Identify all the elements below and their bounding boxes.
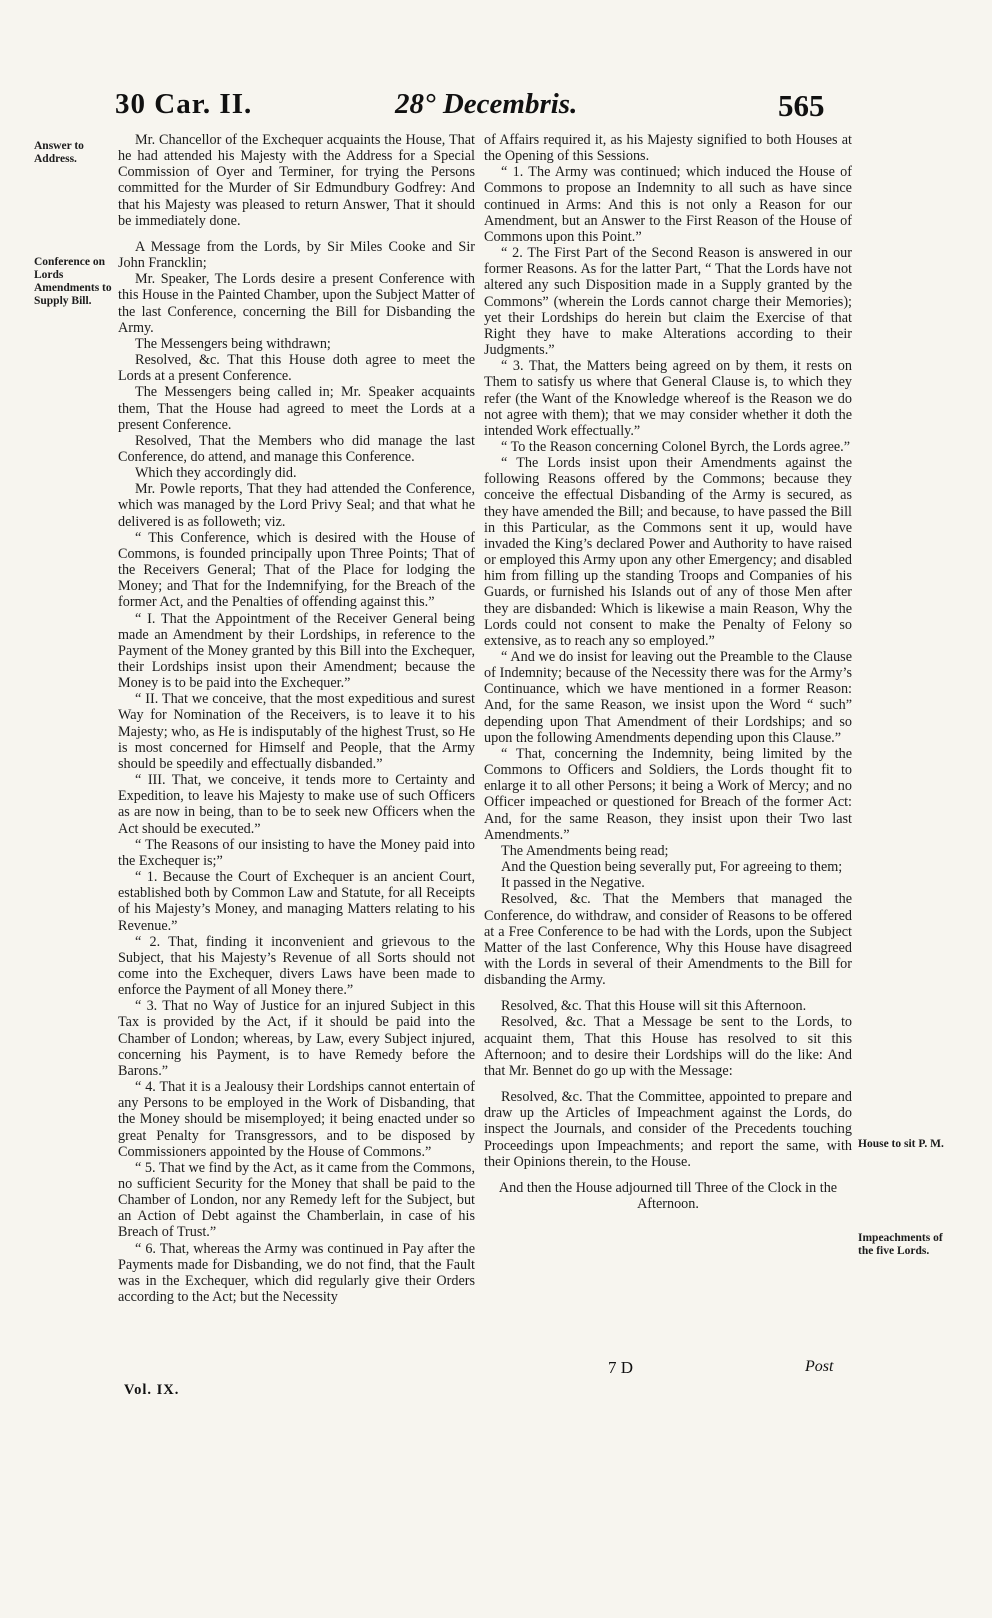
paragraph: “ 1. The Army was continued; which induced the House of Commons to propose an Indemnity to all such as have since continued in Arms: And this is not only a Reason for our Amendment, but an Answer to the First Reason of the House of Commons upon this Point.” xyxy=(484,164,852,245)
margin-note-conference: Conference on Lords Amendments to Supply Bill. xyxy=(34,256,112,307)
paragraph: A Message from the Lords, by Sir Miles Cooke and Sir John Francklin; xyxy=(118,238,475,272)
paragraph: “ 4. That it is a Jealousy their Lordships cannot entertain of any Persons to be employed in the Work of Disbanding, that the Money should be misemployed; it being enacted under so great Penalty for Transgressors, and to be disposed by Commissioners appointed by the House of Commons.” xyxy=(118,1079,475,1160)
paragraph: “ The Reasons of our insisting to have the Money paid into the Exchequer is;” xyxy=(118,836,475,869)
volume-mark: Vol. IX. xyxy=(124,1382,180,1398)
paragraph: And the Question being severally put, For agreeing to them; xyxy=(501,859,843,876)
paragraph: The Messengers being called in; Mr. Speaker acquaints them, That the House had agreed to meet the Lords at a present Conference. xyxy=(118,384,475,433)
paragraph: Resolved, &c. That this House doth agree to meet the Lords at a present Conference. xyxy=(118,352,475,385)
paragraph: “ 3. That, the Matters being agreed on by them, it rests on Them to satisfy us where that General Clause is, to which they refer (the Want of the Knowledge whereof is the Reason we do not agree with them); that we may consider whether it doth the intended Work effectually.” xyxy=(484,358,852,439)
paragraph: “ That, concerning the Indemnity, being limited by the Commons to Officers and Soldiers, the Lords thought fit to enlarge it to all other Persons; it being a Work of Mercy; and no Officer impeached or questioned for Breach of the former Act: And, for the same Reason, they insist upon their Two last Amendments.” xyxy=(484,745,852,843)
margin-note-impeachments: Impeachments of the five Lords. xyxy=(858,1232,943,1257)
paragraph: The Amendments being read; xyxy=(501,842,669,859)
paragraph: “ 5. That we find by the Act, as it came from the Commons, no sufficient Security for the Money that shall be paid to the Chamber of London, nor any Remedy left for the Subject, but an Action of Debt against the Chamberlain, in case of his Breach of Trust.” xyxy=(118,1159,475,1241)
paragraph: Resolved, &c. That this House will sit this Afternoon. xyxy=(501,998,807,1015)
paragraph: “ II. That we conceive, that the most expeditious and surest Way for Nomination of the Receivers, is to leave it to his Majesty; who, as He is indisputably of the highest Trust, so He is most concerned for Himself and People, that the Army should be speedily and effectually disbanded.” xyxy=(118,691,475,772)
paragraph: “ 3. That no Way of Justice for an injured Subject in this Tax is provided by the Act, if it should be paid into the Chamber of London; whereas, by Law, every Subject injured, concerning his Payment, is to have Remedy before the Barons.” xyxy=(118,998,475,1079)
paragraph: “ 2. The First Part of the Second Reason is answered in our former Reasons. As for the latter Part, “ That the Lords have not altered any such Disposition made in a Supply granted by the Commons” (wherein the Lords cannot charge their Memories); yet their Lordships do herein but claim the Exercise of that Right they have to make Alterations according to their Judgments.” xyxy=(484,245,852,359)
paragraph: Resolved, That the Members who did manage the last Conference, do attend, and manage this Conference. xyxy=(118,432,475,465)
paragraph: Which they accordingly did. xyxy=(135,465,297,482)
paragraph: And then the House adjourned till Three of the Clock in the Afternoon. xyxy=(498,1179,838,1212)
paragraph: Mr. Chancellor of the Exchequer acquaints the House, That he had attended his Majesty with the Address for a Special Commission of Oyer and Terminer, for trying the Persons committed for the Murder of Sir Edmundbury Godfrey: And that his Majesty was pleased to return Answer, That it should be immediately done. xyxy=(118,132,475,229)
margin-note-answer: Answer to Address. xyxy=(34,140,84,165)
paragraph: “ 2. That, finding it inconvenient and grievous to the Subject, that his Majesty’s Revenue of all Sorts should not come into the Exchequer, divers Laws have been made to enforce the Payment of all Money there.” xyxy=(118,933,475,999)
paragraph: “ This Conference, which is desired with the House of Commons, is founded principally upon Three Points; That of the Receivers General; That of the Place for lodging the Money; and That for the Indemnifying, for the Breach of the former Act, and the Penalties of offending against this.” xyxy=(118,529,475,611)
margin-note-house-sit: House to sit P. M. xyxy=(858,1138,944,1150)
page-number: 565 xyxy=(778,88,825,123)
paragraph: Resolved, &c. That the Committee, appointed to prepare and draw up the Articles of Impeachment against the Lords, do inspect the Journals, and consider of the Precedents touching Proceedings upon Impeachments; and report the same, with their Opinions therein, to the House. xyxy=(484,1089,852,1170)
paragraph: Resolved, &c. That a Message be sent to the Lords, to acquaint them, That this House has resolved to sit this Afternoon; and to desire their Lordships will do the like: And that Mr. Bennet do go up with the Message: xyxy=(484,1014,852,1079)
signature-mark: 7 D xyxy=(608,1358,634,1377)
paragraph: “ I. That the Appointment of the Receiver General being made an Amendment by their Lordships, in reference to the Payment of the Money granted by this Bill into the Exchequer, their Lordships insist upon their Amendment; because the Money is to be paid into the Exchequer.” xyxy=(118,610,475,692)
paragraph: “ To the Reason concerning Colonel Byrch, the Lords agree.” xyxy=(501,438,851,455)
running-head-date: 28° Decembris. xyxy=(395,88,578,120)
paragraph: Mr. Powle reports, That they had attended the Conference, which was managed by the Lord Privy Seal; and that what he delivered is as followeth; viz. xyxy=(118,481,475,530)
paragraph: of Affairs required it, as his Majesty signified to both Houses at the Opening of this Sessions. xyxy=(484,132,852,165)
paragraph: Mr. Speaker, The Lords desire a present Conference with this House in the Painted Chamber, upon the Subject Matter of the last Conference, concerning the Bill for Disbanding the Army. xyxy=(118,271,475,336)
paragraph: “ III. That, we conceive, it tends more to Certainty and Expedition, to leave his Majesty to make use of such Officers as are now in being, than to be to seek new Officers when the Act should be executed.” xyxy=(118,772,475,837)
paragraph: “ The Lords insist upon their Amendments against the following Reasons offered by the Commons; because they conceive the effectual Disbanding of the Army is secured, as they have amended the Bill; and because, to have passed the Bill in this Particular, as the Commons sent it up, would have invaded the King’s declared Power and Authority to have raised or employed this Army upon any other Emergency; and disabled him from filling up the standing Troops and Companies of his Guards, or furnished his Islands out of any of those Men after they are disbanded: Which is likewise a main Reason, Why the Lords could not consent to make the Penalty of Felony so extensive, as to reach any so employed.” xyxy=(484,455,852,649)
paragraph: It passed in the Negative. xyxy=(501,875,645,892)
paragraph: “ 6. That, whereas the Army was continued in Pay after the Payments made for Disbanding, we do not find, that the Fault was in the Exchequer, which did regularly give their Orders according to the Act; but the Necessity xyxy=(118,1240,475,1306)
paragraph: Resolved, &c. That the Members that managed the Conference, do withdraw, and consider of Reasons to be offered at a Free Conference to be had with the Lords, upon the Subject Matter of the last Conference, Why this House have disagreed with the Lords in several of their Amendments to the Bill for disbanding the Army. xyxy=(484,891,852,989)
paragraph: The Messengers being withdrawn; xyxy=(135,335,331,352)
left-column xyxy=(118,132,475,1305)
catchword: Post xyxy=(805,1358,834,1375)
paragraph: “ 1. Because the Court of Exchequer is an ancient Court, established both by Common Law and Statute, for all Receipts of his Majesty’s Money, and managing Matters relating to his Revenue.” xyxy=(118,869,475,934)
right-column xyxy=(484,132,852,1212)
paragraph: “ And we do insist for leaving out the Preamble to the Clause of Indemnity; because of the Necessity there was for the Army’s Continuance, which we have mentioned in a former Reason: And, for the same Reason, we insist upon the Word “ such” depending upon That Amendment of their Lordships; and so upon the following Amendments depending upon this Clause.” xyxy=(484,649,852,746)
running-head-regnal-year: 30 Car. II. xyxy=(115,88,253,120)
